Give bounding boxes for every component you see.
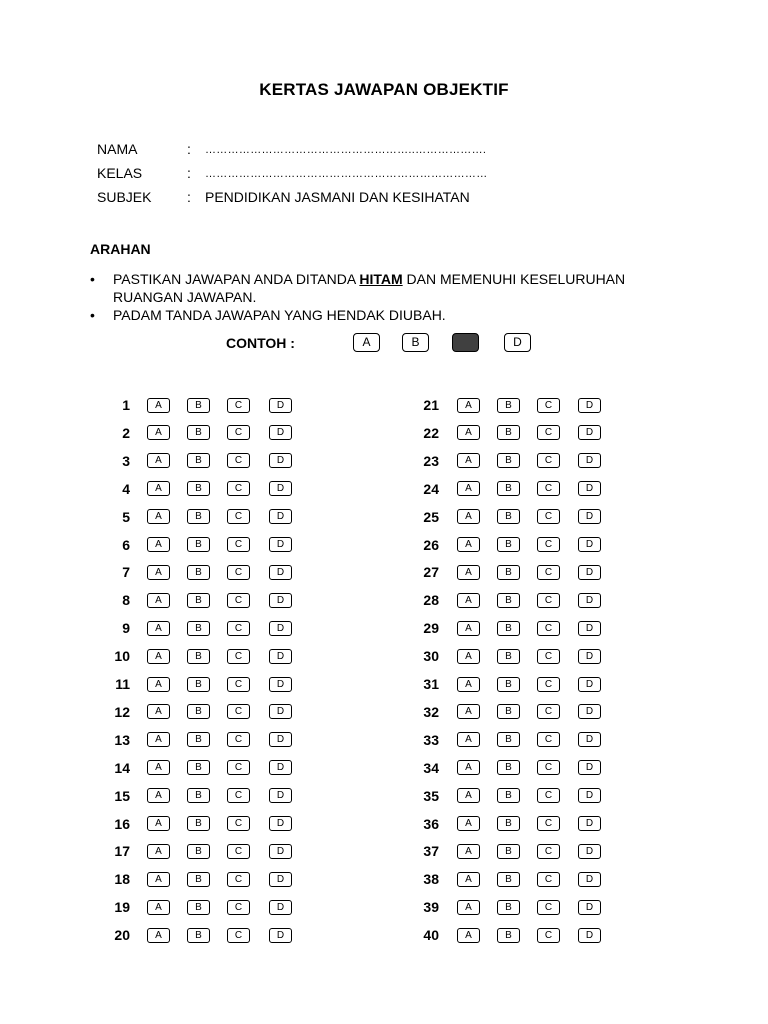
answer-option-6-a[interactable]: A <box>147 537 170 552</box>
answer-option-16-b[interactable]: B <box>187 816 210 831</box>
question-number-25: 25 <box>423 508 439 525</box>
answer-option-3-a[interactable]: A <box>147 453 170 468</box>
answer-option-22-d[interactable]: D <box>578 425 601 440</box>
answer-option-30-a[interactable]: A <box>457 649 480 664</box>
answer-option-1-a[interactable]: A <box>147 398 170 413</box>
answer-option-15-d[interactable]: D <box>269 788 292 803</box>
answer-option-12-b[interactable]: B <box>187 704 210 719</box>
answer-option-25-c[interactable]: C <box>537 509 560 524</box>
answer-option-30-b[interactable]: B <box>497 649 520 664</box>
answer-option-40-b[interactable]: B <box>497 928 520 943</box>
answer-option-10-b[interactable]: B <box>187 649 210 664</box>
hitam-emphasis: HITAM <box>359 271 403 287</box>
sheet-title: KERTAS JAWAPAN OBJEKTIF <box>259 80 509 99</box>
answer-option-40-c[interactable]: C <box>537 928 560 943</box>
answer-option-8-d[interactable]: D <box>269 593 292 608</box>
answer-option-9-c[interactable]: C <box>227 621 250 636</box>
answer-option-5-b[interactable]: B <box>187 509 210 524</box>
instructions-heading: ARAHAN <box>90 241 151 257</box>
question-number-10: 10 <box>114 648 130 665</box>
subject-value: PENDIDIKAN JASMANI DAN KESIHATAN <box>205 189 470 205</box>
answer-option-11-b[interactable]: B <box>187 677 210 692</box>
answer-option-36-c[interactable]: C <box>537 816 560 831</box>
question-number-40: 40 <box>423 927 439 944</box>
answer-option-34-b[interactable]: B <box>497 760 520 775</box>
answer-option-10-c[interactable]: C <box>227 649 250 664</box>
answer-option-14-b[interactable]: B <box>187 760 210 775</box>
answer-option-35-a[interactable]: A <box>457 788 480 803</box>
answer-option-19-d[interactable]: D <box>269 900 292 915</box>
answer-option-7-b[interactable]: B <box>187 565 210 580</box>
answer-option-15-b[interactable]: B <box>187 788 210 803</box>
answer-option-37-d[interactable]: D <box>578 844 601 859</box>
question-number-29: 29 <box>423 620 439 637</box>
answer-option-28-d[interactable]: D <box>578 593 601 608</box>
answer-option-8-c[interactable]: C <box>227 593 250 608</box>
answer-option-20-c[interactable]: C <box>227 928 250 943</box>
field-colon: : <box>187 165 191 181</box>
answer-option-21-a[interactable]: A <box>457 398 480 413</box>
question-number-23: 23 <box>423 452 439 469</box>
answer-option-40-d[interactable]: D <box>578 928 601 943</box>
answer-option-2-d[interactable]: D <box>269 425 292 440</box>
answer-option-31-b[interactable]: B <box>497 677 520 692</box>
question-number-27: 27 <box>423 564 439 581</box>
answer-option-17-c[interactable]: C <box>227 844 250 859</box>
answer-option-17-a[interactable]: A <box>147 844 170 859</box>
answer-option-32-b[interactable]: B <box>497 704 520 719</box>
answer-option-34-c[interactable]: C <box>537 760 560 775</box>
answer-option-1-b[interactable]: B <box>187 398 210 413</box>
answer-option-37-c[interactable]: C <box>537 844 560 859</box>
instruction-text-part: DAN MEMENUHI KESELURUHAN RUANGAN JAWAPAN. <box>113 271 626 305</box>
answer-option-20-d[interactable]: D <box>269 928 292 943</box>
question-number-26: 26 <box>423 536 439 553</box>
question-number-11: 11 <box>115 676 130 692</box>
question-number-17: 17 <box>114 843 130 860</box>
answer-option-36-d[interactable]: D <box>578 816 601 831</box>
answer-option-18-d[interactable]: D <box>269 872 292 887</box>
answer-option-35-b[interactable]: B <box>497 788 520 803</box>
answer-option-16-d[interactable]: D <box>269 816 292 831</box>
answer-option-24-d[interactable]: D <box>578 481 601 496</box>
answer-option-20-b[interactable]: B <box>187 928 210 943</box>
example-label: CONTOH : <box>226 335 295 351</box>
answer-option-34-d[interactable]: D <box>578 760 601 775</box>
answer-option-38-d[interactable]: D <box>578 872 601 887</box>
question-number-13: 13 <box>114 731 130 748</box>
answer-option-6-b[interactable]: B <box>187 537 210 552</box>
answer-option-5-a[interactable]: A <box>147 509 170 524</box>
answer-option-7-c[interactable]: C <box>227 565 250 580</box>
answer-option-18-c[interactable]: C <box>227 872 250 887</box>
answer-option-8-b[interactable]: B <box>187 593 210 608</box>
question-number-3: 3 <box>122 452 130 469</box>
answer-option-1-d[interactable]: D <box>269 398 292 413</box>
answer-option-12-d[interactable]: D <box>269 704 292 719</box>
question-number-14: 14 <box>114 759 130 776</box>
answer-option-31-a[interactable]: A <box>457 677 480 692</box>
answer-option-16-a[interactable]: A <box>147 816 170 831</box>
answer-option-30-d[interactable]: D <box>578 649 601 664</box>
answer-option-6-c[interactable]: C <box>227 537 250 552</box>
answer-option-5-d[interactable]: D <box>269 509 292 524</box>
answer-option-3-c[interactable]: C <box>227 453 250 468</box>
question-number-9: 9 <box>122 620 130 637</box>
answer-option-35-c[interactable]: C <box>537 788 560 803</box>
answer-option-24-c[interactable]: C <box>537 481 560 496</box>
class-blank[interactable]: ………………………………………………………………… <box>205 168 488 180</box>
answer-option-7-a[interactable]: A <box>147 565 170 580</box>
answer-option-15-c[interactable]: C <box>227 788 250 803</box>
answer-option-32-a[interactable]: A <box>457 704 480 719</box>
answer-option-3-d[interactable]: D <box>269 453 292 468</box>
answer-option-33-b[interactable]: B <box>497 732 520 747</box>
answer-option-8-a[interactable]: A <box>147 593 170 608</box>
field-label: SUBJEK <box>97 189 152 205</box>
answer-option-24-a[interactable]: A <box>457 481 480 496</box>
answer-option-16-c[interactable]: C <box>227 816 250 831</box>
example-option-b: B <box>402 333 429 352</box>
answer-option-27-b[interactable]: B <box>497 565 520 580</box>
answer-option-13-c[interactable]: C <box>227 732 250 747</box>
question-number-32: 32 <box>423 703 439 720</box>
answer-option-34-a[interactable]: A <box>457 760 480 775</box>
answer-option-21-b[interactable]: B <box>497 398 520 413</box>
answer-option-39-b[interactable]: B <box>497 900 520 915</box>
answer-option-15-a[interactable]: A <box>147 788 170 803</box>
answer-option-38-b[interactable]: B <box>497 872 520 887</box>
answer-option-11-c[interactable]: C <box>227 677 250 692</box>
question-number-5: 5 <box>122 508 130 525</box>
answer-option-26-c[interactable]: C <box>537 537 560 552</box>
question-number-28: 28 <box>423 592 439 609</box>
field-colon: : <box>187 141 191 157</box>
answer-option-19-b[interactable]: B <box>187 900 210 915</box>
answer-option-4-d[interactable]: D <box>269 481 292 496</box>
answer-option-30-c[interactable]: C <box>537 649 560 664</box>
question-number-16: 16 <box>114 815 130 832</box>
answer-option-19-c[interactable]: C <box>227 900 250 915</box>
answer-option-26-d[interactable]: D <box>578 537 601 552</box>
answer-option-32-c[interactable]: C <box>537 704 560 719</box>
answer-option-31-d[interactable]: D <box>578 677 601 692</box>
answer-option-28-c[interactable]: C <box>537 593 560 608</box>
answer-option-2-b[interactable]: B <box>187 425 210 440</box>
answer-option-19-a[interactable]: A <box>147 900 170 915</box>
answer-option-13-a[interactable]: A <box>147 732 170 747</box>
answer-option-21-c[interactable]: C <box>537 398 560 413</box>
answer-option-26-b[interactable]: B <box>497 537 520 552</box>
answer-option-12-c[interactable]: C <box>227 704 250 719</box>
answer-option-27-d[interactable]: D <box>578 565 601 580</box>
answer-option-13-d[interactable]: D <box>269 732 292 747</box>
answer-option-7-d[interactable]: D <box>269 565 292 580</box>
answer-option-22-b[interactable]: B <box>497 425 520 440</box>
answer-option-39-a[interactable]: A <box>457 900 480 915</box>
answer-option-23-d[interactable]: D <box>578 453 601 468</box>
answer-option-11-a[interactable]: A <box>147 677 170 692</box>
answer-option-4-b[interactable]: B <box>187 481 210 496</box>
question-number-19: 19 <box>114 899 130 916</box>
answer-option-22-c[interactable]: C <box>537 425 560 440</box>
answer-option-24-b[interactable]: B <box>497 481 520 496</box>
answer-option-10-a[interactable]: A <box>147 649 170 664</box>
answer-option-4-c[interactable]: C <box>227 481 250 496</box>
answer-option-9-a[interactable]: A <box>147 621 170 636</box>
answer-option-11-d[interactable]: D <box>269 677 292 692</box>
question-number-24: 24 <box>423 480 439 497</box>
answer-option-14-a[interactable]: A <box>147 760 170 775</box>
field-colon: : <box>187 189 191 205</box>
answer-option-33-c[interactable]: C <box>537 732 560 747</box>
question-number-20: 20 <box>114 927 130 944</box>
bullet-icon: • <box>90 307 95 323</box>
bullet-icon: • <box>90 271 95 287</box>
answer-option-39-c[interactable]: C <box>537 900 560 915</box>
answer-option-25-b[interactable]: B <box>497 509 520 524</box>
answer-option-37-a[interactable]: A <box>457 844 480 859</box>
name-blank[interactable]: ………………………………………………..………………. <box>205 144 487 156</box>
answer-option-26-a[interactable]: A <box>457 537 480 552</box>
question-number-4: 4 <box>122 480 130 497</box>
question-number-34: 34 <box>423 759 439 776</box>
answer-option-25-d[interactable]: D <box>578 509 601 524</box>
question-number-8: 8 <box>122 592 130 609</box>
example-option-c-filled <box>452 333 479 352</box>
answer-option-9-b[interactable]: B <box>187 621 210 636</box>
question-number-30: 30 <box>423 648 439 665</box>
answer-option-12-a[interactable]: A <box>147 704 170 719</box>
question-number-15: 15 <box>114 787 130 804</box>
answer-option-37-b[interactable]: B <box>497 844 520 859</box>
question-number-18: 18 <box>114 871 130 888</box>
instruction-text-2: PADAM TANDA JAWAPAN YANG HENDAK DIUBAH. <box>113 307 446 323</box>
example-option-d: D <box>504 333 531 352</box>
answer-option-25-a[interactable]: A <box>457 509 480 524</box>
answer-option-4-a[interactable]: A <box>147 481 170 496</box>
answer-option-13-b[interactable]: B <box>187 732 210 747</box>
question-number-35: 35 <box>423 787 439 804</box>
instruction-text-1 <box>113 270 653 306</box>
example-option-a: A <box>353 333 380 352</box>
answer-option-28-b[interactable]: B <box>497 593 520 608</box>
answer-option-5-c[interactable]: C <box>227 509 250 524</box>
question-number-37: 37 <box>423 843 439 860</box>
answer-option-3-b[interactable]: B <box>187 453 210 468</box>
answer-option-31-c[interactable]: C <box>537 677 560 692</box>
answer-option-36-b[interactable]: B <box>497 816 520 831</box>
answer-option-23-c[interactable]: C <box>537 453 560 468</box>
answer-option-33-a[interactable]: A <box>457 732 480 747</box>
answer-option-29-d[interactable]: D <box>578 621 601 636</box>
answer-option-29-b[interactable]: B <box>497 621 520 636</box>
answer-option-2-c[interactable]: C <box>227 425 250 440</box>
answer-option-32-d[interactable]: D <box>578 704 601 719</box>
field-label: NAMA <box>97 141 138 157</box>
answer-option-1-c[interactable]: C <box>227 398 250 413</box>
answer-option-17-b[interactable]: B <box>187 844 210 859</box>
question-number-12: 12 <box>114 703 130 720</box>
answer-option-40-a[interactable]: A <box>457 928 480 943</box>
question-number-2: 2 <box>122 424 130 441</box>
answer-option-38-c[interactable]: C <box>537 872 560 887</box>
answer-option-36-a[interactable]: A <box>457 816 480 831</box>
answer-option-27-a[interactable]: A <box>457 565 480 580</box>
answer-option-10-d[interactable]: D <box>269 649 292 664</box>
question-number-6: 6 <box>122 536 130 553</box>
question-number-7: 7 <box>122 564 130 581</box>
question-number-39: 39 <box>423 899 439 916</box>
answer-option-9-d[interactable]: D <box>269 621 292 636</box>
question-number-36: 36 <box>423 815 439 832</box>
answer-option-27-c[interactable]: C <box>537 565 560 580</box>
instruction-text-part: PASTIKAN JAWAPAN ANDA DITANDA <box>113 271 360 287</box>
answer-option-23-b[interactable]: B <box>497 453 520 468</box>
answer-option-33-d[interactable]: D <box>578 732 601 747</box>
question-number-33: 33 <box>423 731 439 748</box>
answer-option-18-b[interactable]: B <box>187 872 210 887</box>
answer-option-29-a[interactable]: A <box>457 621 480 636</box>
answer-option-17-d[interactable]: D <box>269 844 292 859</box>
answer-option-14-d[interactable]: D <box>269 760 292 775</box>
answer-option-20-a[interactable]: A <box>147 928 170 943</box>
question-number-31: 31 <box>423 676 439 692</box>
field-label: KELAS <box>97 165 143 181</box>
answer-option-18-a[interactable]: A <box>147 872 170 887</box>
answer-option-2-a[interactable]: A <box>147 425 170 440</box>
question-number-1: 1 <box>122 397 130 413</box>
answer-option-14-c[interactable]: C <box>227 760 250 775</box>
question-number-22: 22 <box>423 424 439 441</box>
answer-option-23-a[interactable]: A <box>457 453 480 468</box>
answer-option-38-a[interactable]: A <box>457 872 480 887</box>
answer-option-35-d[interactable]: D <box>578 788 601 803</box>
question-number-21: 21 <box>423 397 439 413</box>
question-number-38: 38 <box>423 871 439 888</box>
answer-option-29-c[interactable]: C <box>537 621 560 636</box>
answer-option-39-d[interactable]: D <box>578 900 601 915</box>
answer-option-21-d[interactable]: D <box>578 398 601 413</box>
answer-option-22-a[interactable]: A <box>457 425 480 440</box>
answer-option-6-d[interactable]: D <box>269 537 292 552</box>
answer-option-28-a[interactable]: A <box>457 593 480 608</box>
